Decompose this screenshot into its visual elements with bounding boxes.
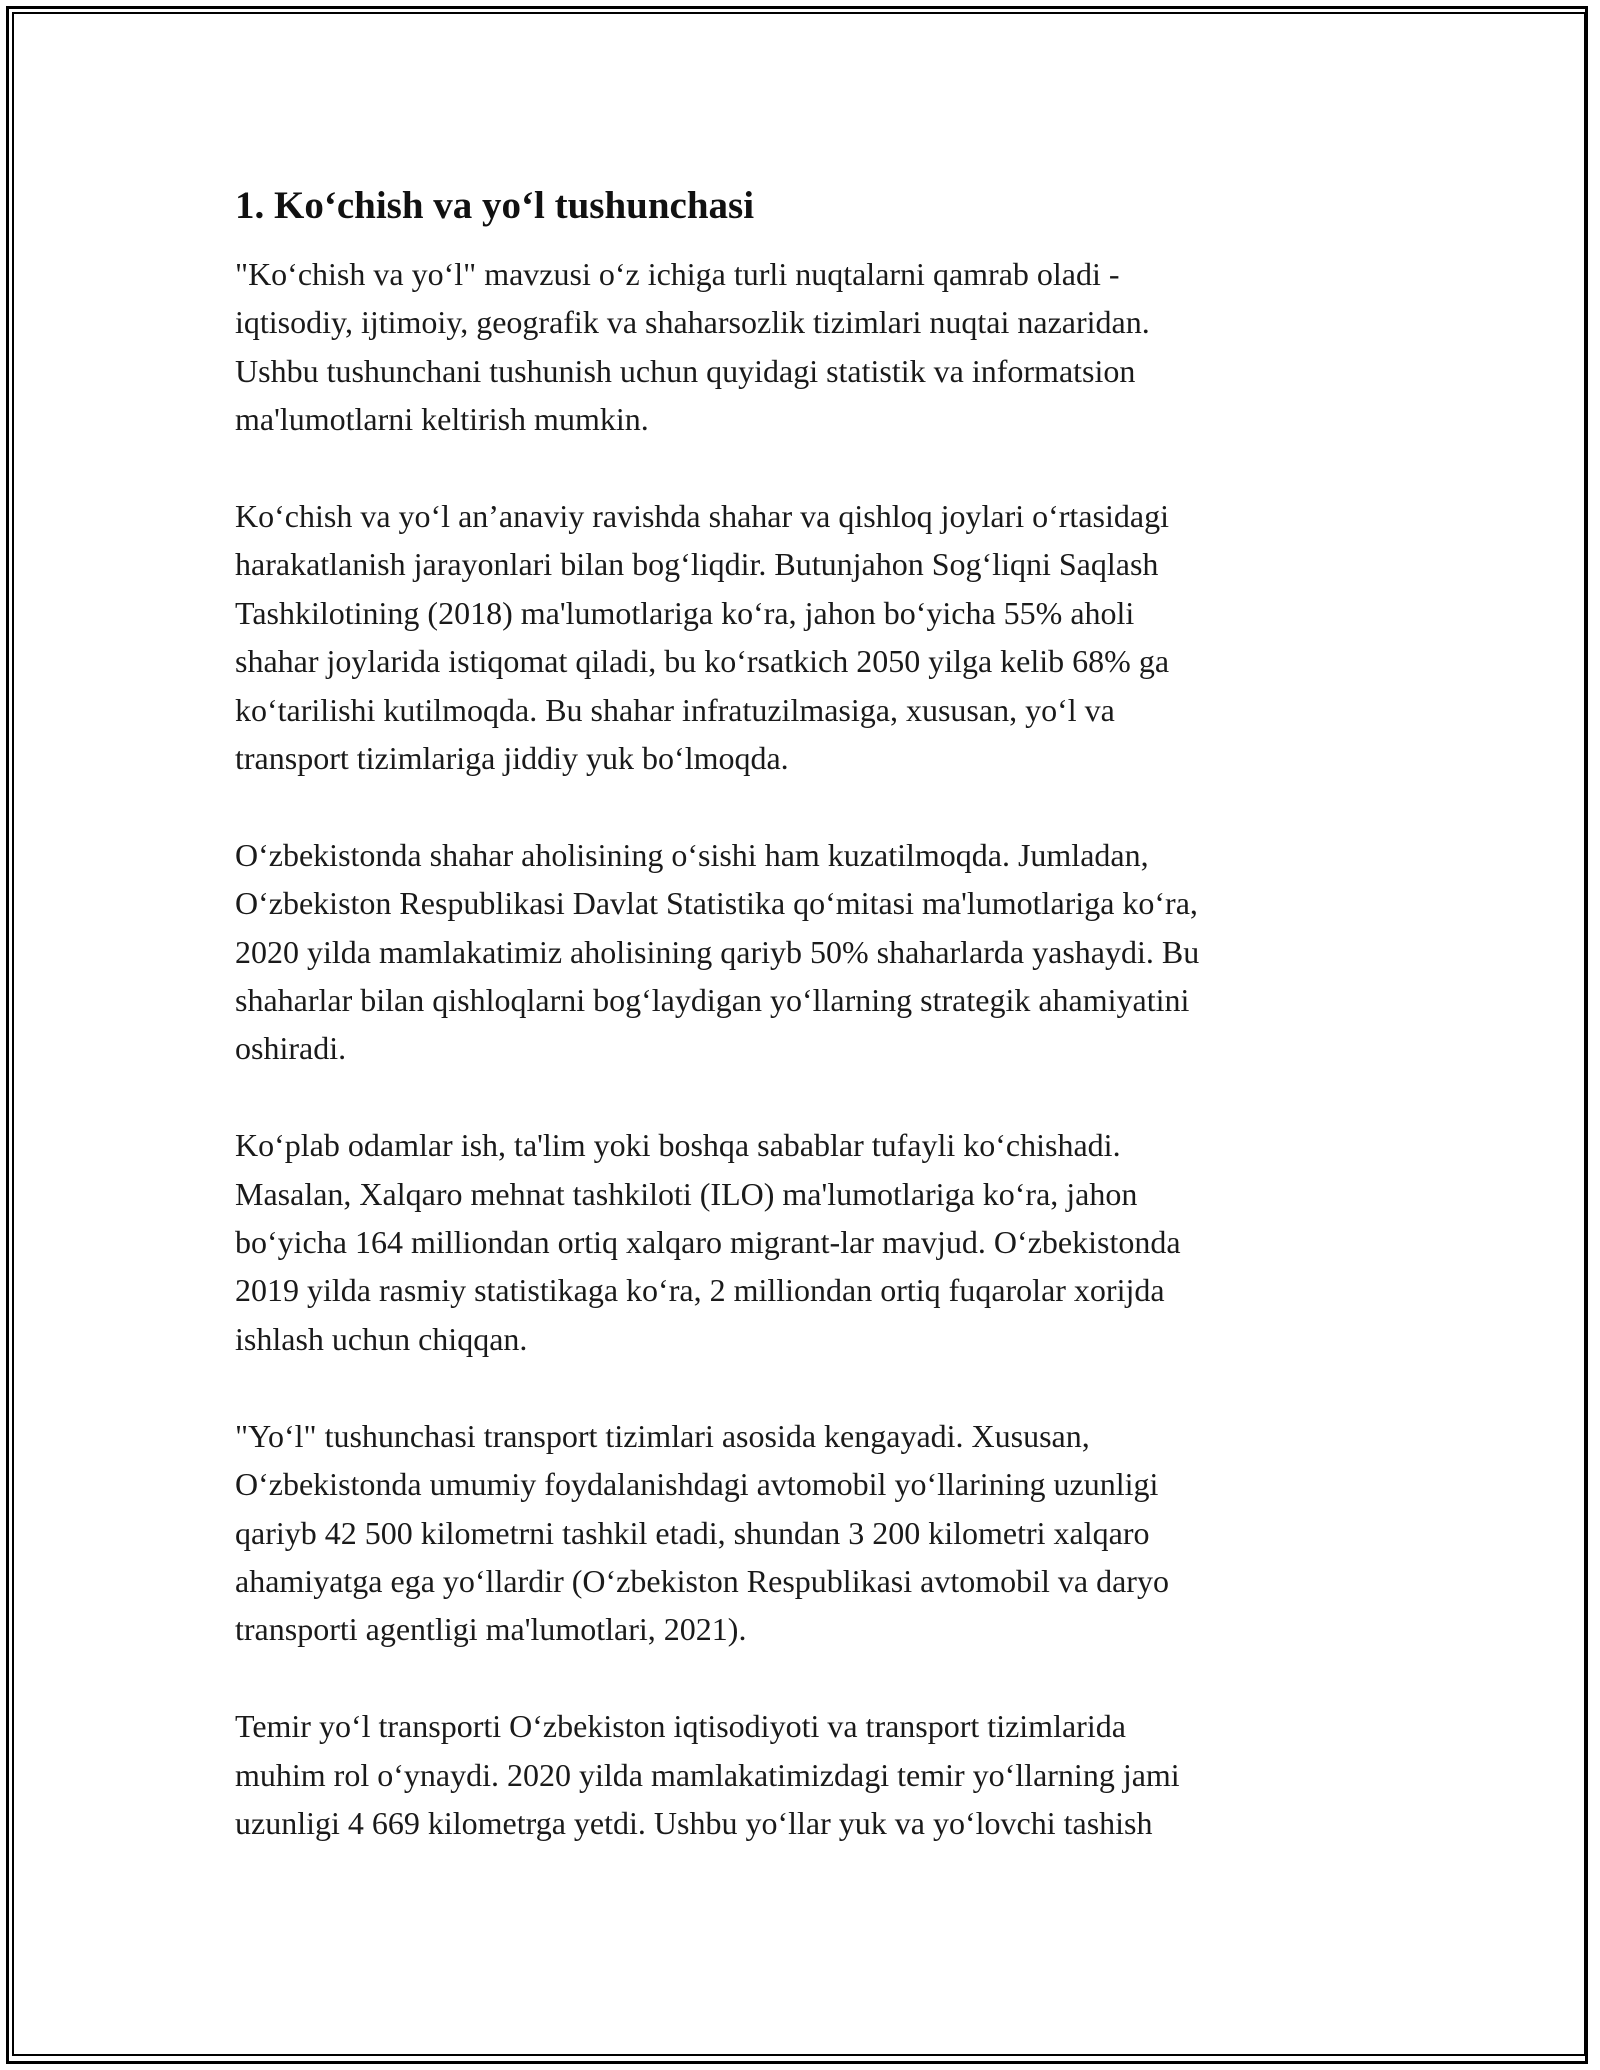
paragraph-urbanization xyxy=(235,492,1385,782)
text-line: Masalan, Xalqaro mehnat tashkiloti (ILO) ma'lumotlariga ko‘ra, jahon xyxy=(235,1175,1138,1212)
paragraph-uzbekistan-urban xyxy=(235,831,1385,1073)
text-line: iqtisodiy, ijtimoiy, geografik va shaharsozlik tizimlari nuqtai nazaridan. xyxy=(235,304,1150,341)
text-line: Ushbu tushunchani tushunish uchun quyidagi statistik va informatsion xyxy=(235,352,1136,389)
text-line: uzunligi 4 669 kilometrga yetdi. Ushbu yo‘llar yuk va yo‘lovchi tashish xyxy=(235,1804,1153,1841)
text-line: transporti agentligi ma'lumotlari, 2021). xyxy=(235,1611,747,1648)
text-line: O‘zbekiston Respublikasi Davlat Statistika qo‘mitasi ma'lumotlariga ko‘ra, xyxy=(235,885,1198,922)
document-body xyxy=(235,180,1385,1847)
text-line: shaharlar bilan qishloqlarni bog‘laydigan yo‘llarning strategik ahamiyatini xyxy=(235,982,1190,1019)
text-line: ahamiyatga ega yo‘llardir (O‘zbekiston Respublikasi avtomobil va daryo xyxy=(235,1562,1169,1599)
text-line: 2019 yilda rasmiy statistikaga ko‘ra, 2 milliondan ortiq fuqarolar xorijda xyxy=(235,1272,1165,1309)
text-line: O‘zbekistonda shahar aholisining o‘sishi ham kuzatilmoqda. Jumladan, xyxy=(235,836,1149,873)
text-line: ko‘tarilishi kutilmoqda. Bu shahar infratuzilmasiga, xususan, yo‘l va xyxy=(235,691,1115,728)
text-line: Temir yo‘l transporti O‘zbekiston iqtisodiyoti va transport tizimlarida xyxy=(235,1708,1126,1745)
text-line: harakatlanish jarayonlari bilan bog‘liqdir. Butunjahon Sog‘liqni Saqlash xyxy=(235,546,1159,583)
text-line: transport tizimlariga jiddiy yuk bo‘lmoqda. xyxy=(235,740,789,777)
text-line: "Ko‘chish va yo‘l" mavzusi o‘z ichiga turli nuqtalarni qamrab oladi - xyxy=(235,256,1120,292)
text-line: oshiradi. xyxy=(235,1030,347,1067)
paragraph-railways xyxy=(235,1702,1385,1847)
paragraph-roads xyxy=(235,1412,1385,1654)
text-line: shahar joylarida istiqomat qiladi, bu ko‘rsatkich 2050 yilga kelib 68% ga xyxy=(235,643,1170,680)
text-line: muhim rol o‘ynaydi. 2020 yilda mamlakatimizdagi temir yo‘llarning jami xyxy=(235,1756,1180,1793)
text-line: Tashkilotining (2018) ma'lumotlariga ko‘ra, jahon bo‘yicha 55% aholi xyxy=(235,594,1135,631)
text-line: "Yo‘l" tushunchasi transport tizimlari asosida kengayadi. Xususan, xyxy=(235,1417,1090,1454)
text-line: O‘zbekistonda umumiy foydalanishdagi avtomobil yo‘llarining uzunligi xyxy=(235,1466,1159,1503)
text-line: 2020 yilda mamlakatimiz aholisining qariyb 50% shaharlarda yashaydi. Bu xyxy=(235,933,1200,970)
text-line: bo‘yicha 164 milliondan ortiq xalqaro migrant-lar mavjud. O‘zbekistonda xyxy=(235,1224,1181,1261)
text-line: ishlash uchun chiqqan. xyxy=(235,1320,528,1357)
paragraph-migration xyxy=(235,1121,1385,1363)
section-heading: 1. Ko‘chish va yo‘l tushunchasi xyxy=(235,184,755,227)
text-line: qariyb 42 500 kilometrni tashkil etadi, shundan 3 200 kilometri xalqaro xyxy=(235,1514,1150,1551)
paragraph-intro xyxy=(235,250,1385,444)
text-line: ma'lumotlarni keltirish mumkin. xyxy=(235,401,649,438)
text-line: Ko‘chish va yo‘l an’anaviy ravishda shahar va qishloq joylari o‘rtasidagi xyxy=(235,498,1169,535)
text-line: Ko‘plab odamlar ish, ta'lim yoki boshqa sabablar tufayli ko‘chishadi. xyxy=(235,1127,1121,1164)
